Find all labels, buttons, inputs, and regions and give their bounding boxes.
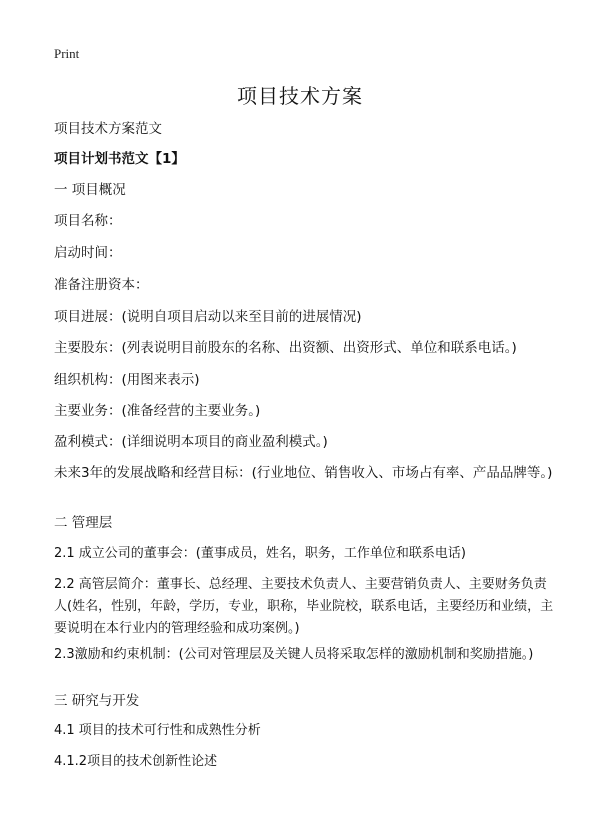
section-heading-research: 三 研究与开发 xyxy=(54,693,140,709)
paragraph-progress: 项目进展：(说明自项目启动以来至目前的进展情况) xyxy=(54,309,362,325)
paragraph-organization: 组织机构：(用图来表示) xyxy=(54,372,200,388)
paragraph-executives: 2.2 高管层简介：董事长、总经理、主要技术负责人、主要营销负责人、主要财务负责人(姓名，性别，年龄，学历，专业，职称，毕业院校，联系电话，主要经历和业绩，主要说明在本行业内的管理经验和成功案例。) xyxy=(54,577,554,636)
paragraph-strategy: 未来3年的发展战略和经营目标：(行业地位、销售收入、市场占有率、产品品牌等。) xyxy=(54,465,553,481)
page-title: 项目技术方案 xyxy=(237,84,363,108)
section-heading-management: 二 管理层 xyxy=(54,515,113,531)
section-heading-overview: 一 项目概况 xyxy=(54,182,126,198)
print-link[interactable]: Print xyxy=(54,46,80,61)
paragraph-shareholders: 主要股东：(列表说明目前股东的名称、出资额、出资形式、单位和联系电话。) xyxy=(54,340,517,356)
paragraph-board: 2.1 成立公司的董事会：(董事成员，姓名，职务，工作单位和联系电话) xyxy=(54,546,466,561)
paragraph-project-name: 项目名称： xyxy=(54,213,122,229)
paragraph-registered-capital: 准备注册资本： xyxy=(54,277,149,293)
subtitle-paragraph: 项目技术方案范文 xyxy=(54,121,162,137)
paragraph-main-business: 主要业务：(准备经营的主要业务。) xyxy=(54,403,261,419)
paragraph-profit-model: 盈利模式：(详细说明本项目的商业盈利模式。) xyxy=(54,434,328,450)
section-heading-plan-sample: 项目计划书范文【1】 xyxy=(54,151,185,167)
paragraph-incentives: 2.3激励和约束机制：(公司对管理层及关键人员将采取怎样的激励机制和奖励措施。) xyxy=(54,647,534,662)
paragraph-innovation: 4.1.2项目的技术创新性论述 xyxy=(54,754,218,769)
paragraph-start-time: 启动时间： xyxy=(54,245,122,261)
paragraph-feasibility: 4.1 项目的技术可行性和成熟性分析 xyxy=(54,723,261,738)
